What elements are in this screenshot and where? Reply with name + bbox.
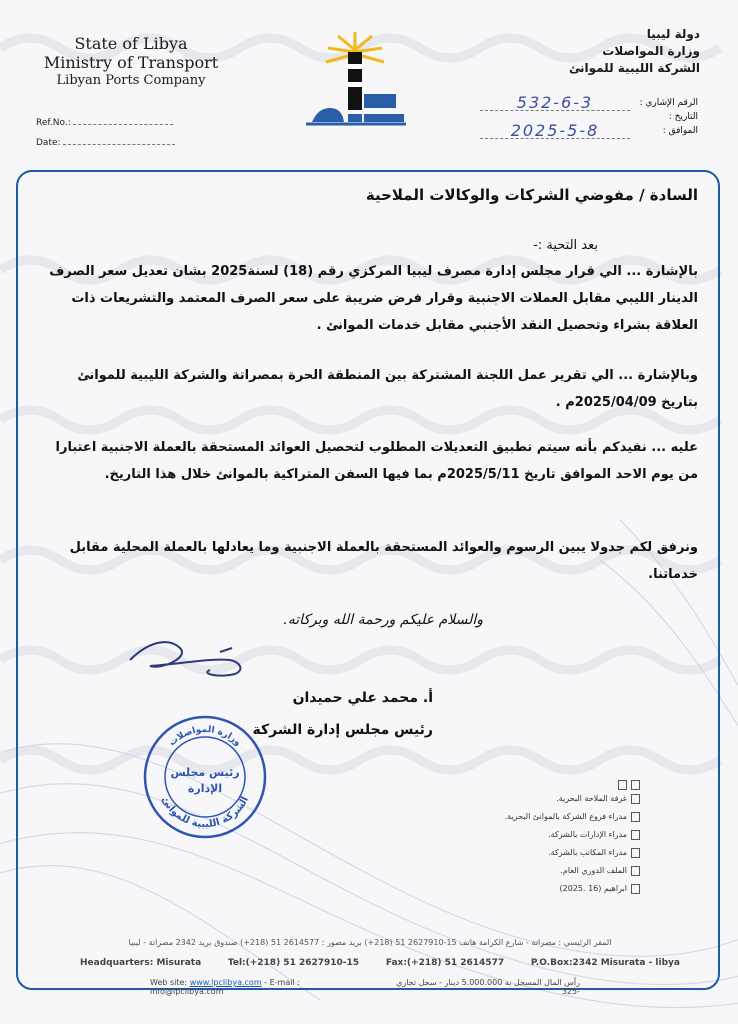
state-name-ar: دولة ليبيا [646, 27, 700, 41]
website-link[interactable]: www.lpclibya.com [189, 978, 262, 987]
cc-item: غرفة الملاحة البحرية. [460, 790, 640, 808]
paragraph-2-text: الي تقرير عمل اللجنة المشتركة بين المنطقة الحرة بمصراتة والشركة الليبية للموانئ بتاريخ 2025/04/09م . [77, 368, 698, 410]
paragraph-1-text: الي قرار مجلس إدارة مصرف ليبيا المركزي رقم (18) لسنة2025 بشان تعديل سعر الصرف الدينار الليبي مقابل العملات الاجنبية وقرار فرض ضريبة على سعر الصرف المعتمد والتشريعات ذات العلاقة بشراء وتحصيل النقد الأجنبي مقابل خدمات الموانئ . [49, 264, 698, 333]
footer-fax: Fax:(+218) 51 2614577 [385, 958, 505, 968]
ref-value: 532-6-3 [480, 96, 630, 111]
date-field-en [36, 138, 175, 148]
footer-arabic: المقر الرئيسي : مصراتة - شارع الكرامة هاتف 15-2627910 51 (218+) بريد مصور : 2614577 51 (218+) صندوق بريد 2342 مصراتة - ليبيا [128, 938, 612, 947]
company-name-ar: الشركة الليبية للموانئ [569, 61, 700, 75]
paragraph-2 [38, 362, 698, 416]
copy-icon [631, 780, 640, 790]
company-logo [300, 30, 410, 130]
signatory-name: أ. محمد علي حميدان [292, 690, 433, 706]
stamp-center-line1: رئيس مجلس [170, 766, 240, 779]
official-stamp [140, 712, 270, 842]
company-name-en: Libyan Ports Company [56, 73, 206, 88]
date-label-ar: التاريخ : [668, 112, 698, 122]
cc-list [460, 776, 640, 898]
footer-tel: Tel:(+218) 51 2627910-15 [227, 958, 360, 968]
paragraph-3-text: نفيدكم بأنه سيتم تطبيق التعديلات المطلوب لتحصيل العوائد المستحقة بالعملة الاجنبية اعتبارا من يوم الاحد الموافق تاريخ 2025/5/11م بما فيها السفن المتراكية بالموانئ خلال هذا التاريخ. [55, 440, 698, 482]
cc-icons [460, 776, 640, 790]
ref-no-label: Ref.No.: [36, 118, 71, 128]
ministry-name-ar: وزارة المواصلات [602, 44, 700, 58]
stamp-outer-text: الشركة الليبية للموانئ [158, 794, 251, 831]
paragraph-3-lead: عليه ... [651, 440, 698, 455]
corresponding-label-ar: الموافق : [662, 126, 698, 136]
date-value: 2025-5-8 [480, 124, 630, 139]
greeting: بعد التحية :- [533, 238, 598, 253]
paragraph-1 [38, 258, 698, 339]
state-name-en: State of Libya [74, 34, 188, 53]
ministry-name-en: Ministry of Transport [43, 53, 219, 72]
footer-web [150, 978, 580, 996]
document-icon [631, 866, 640, 876]
cc-footnote: ابراهيم (16 .2025) [460, 880, 640, 898]
stamp-top-text: وزارة المواصلات [167, 724, 243, 749]
copy-icon [618, 780, 627, 790]
paragraph-4: ونرفق لكم جدولا يبين الرسوم والعوائد المستحقة بالعملة الاجنبية وما يعادلها بالعملة المحلية مقابل خدماتنا. [69, 540, 698, 582]
document-icon [631, 812, 640, 822]
ref-label-ar: الرقم الإشاري : [639, 98, 698, 108]
footer-pobox: P.O.Box:2342 Misurata - libya [530, 958, 680, 968]
cc-item: الملف الدوري العام. [460, 862, 640, 880]
cc-item: مدراء الإدارات بالشركة. [460, 826, 640, 844]
document-icon [631, 830, 640, 840]
corresponding-row-ar [448, 120, 698, 140]
cc-item: مدراء فروع الشركة بالموانئ البحرية. [460, 808, 640, 826]
document-icon [631, 794, 640, 804]
footer-website: Web site: www.lpclibya.com - E-mail : info@lpclibya.com [150, 978, 300, 996]
handwritten-signature [120, 630, 270, 700]
footer-email[interactable]: - E-mail : info@lpclibya.com [150, 978, 300, 996]
header-arabic [510, 26, 700, 77]
printer-icon [631, 884, 640, 894]
paragraph-3 [38, 434, 698, 488]
closing-line: والسلام عليكم ورحمة الله وبركاته. [283, 612, 483, 628]
cc-item: مدراء المكاتب بالشركة. [460, 844, 640, 862]
document-icon [631, 848, 640, 858]
header-english [36, 34, 226, 90]
paragraph-2-lead: وبالإشارة ... [618, 368, 698, 383]
signatory-title: رئيس مجلس إدارة الشركة [252, 722, 433, 738]
stamp-center-line2: الإدارة [187, 782, 223, 795]
footer-capital: رأس المال المسجل به 5.000.000 دينار - سجل تجاري -325 [396, 978, 580, 996]
ref-row-ar [448, 92, 698, 112]
reference-block-ar [448, 92, 698, 140]
footer-english [80, 958, 680, 968]
date-label-en: Date: [36, 138, 61, 148]
footer-hq: Headquarters: Misurata [80, 958, 202, 968]
recipient-line: السادة / مفوضي الشركات والوكالات الملاحية [365, 186, 698, 204]
paragraph-1-lead: بالإشارة ... [626, 264, 698, 279]
ref-no-field [36, 118, 173, 128]
